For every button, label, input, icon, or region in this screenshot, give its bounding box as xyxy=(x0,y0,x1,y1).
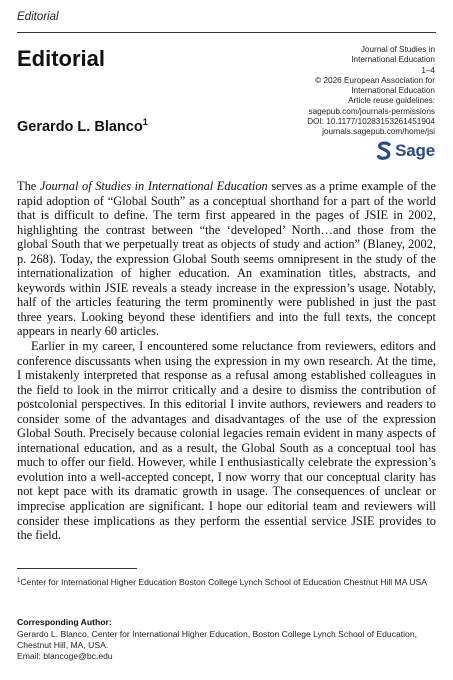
affiliation-footnote xyxy=(17,576,436,588)
author-name: Gerardo L. Blanco xyxy=(17,119,143,135)
journal-name-italic: Journal of Studies in International Education xyxy=(39,179,268,193)
header-rule xyxy=(17,32,436,33)
corresponding-author-block xyxy=(17,617,442,662)
body-paragraph-1-lead: The xyxy=(17,179,40,193)
meta-copyright-1: © 2026 European Association for xyxy=(315,75,435,85)
sage-logo xyxy=(376,140,435,162)
meta-journal-name-1: Journal of Studies in xyxy=(360,45,435,54)
journal-metadata xyxy=(235,45,435,138)
sage-wordmark: Sage xyxy=(395,141,435,160)
corresponding-line-2: Chestnut Hill, MA, USA. xyxy=(17,640,109,650)
affiliation-mark: 1 xyxy=(17,578,21,584)
meta-pages: 1–4 xyxy=(421,65,435,75)
meta-journal-name-2: International Education xyxy=(351,55,435,65)
running-header-section-label: Editorial xyxy=(17,11,59,23)
affiliation-text: Center for International Higher Education Boston College Lynch School of Education Chestnut Hill MA USA xyxy=(20,577,428,587)
body-paragraph-2: Earlier in my career, I encountered some reluctance from reviewers, editors and conference discussants when using the expression in my own research. At the time, I mistakenly interpreted that response as a refusal among established colleagues in the field to look in the mirror critically and a desire to dismiss the contribution of postcolonial perspectives. In this editorial I invite authors, reviewers and readers to consider some of the advantages and disadvantages of the use of the expression Global South. Precisely because colonial legacies remain evident in many aspects of international education, and as a result, the Global South as a conceptual tool has much to offer our field. However, while I enthusiastically celebrate the expression’s evolution into a well-accepted concept, I now worry that our conceptual clarity has not kept pace with its dramatic growth in usage. The consequences of unclear or imprecise application are significant. I hope our editorial team and reviewers will consider these implications as they perform the essential service JSIE provides to the field. xyxy=(17,339,436,543)
author-line xyxy=(17,117,148,135)
meta-journal-url[interactable]: journals.sagepub.com/home/jsi xyxy=(322,127,435,137)
article-body xyxy=(17,179,436,543)
corresponding-line-1: Gerardo L. Blanco, Center for International Higher Education, Boston College Lynch School of Education, xyxy=(17,629,418,639)
corresponding-email[interactable]: Email: blancoge@bc.edu xyxy=(17,651,113,661)
footnote-rule xyxy=(17,568,137,569)
meta-reuse-label: Article reuse guidelines: xyxy=(348,96,435,106)
body-paragraph-1 xyxy=(17,179,436,339)
sage-s-icon xyxy=(376,140,392,162)
meta-permissions-link[interactable]: sagepub.com/journals-permissions xyxy=(308,106,435,116)
meta-doi[interactable]: DOI: 10.1177/10283153261451904 xyxy=(307,117,435,127)
author-affiliation-mark: 1 xyxy=(142,117,148,127)
article-title: Editorial xyxy=(17,46,106,71)
corresponding-heading: Corresponding Author: xyxy=(17,617,112,627)
meta-copyright-2: International Education xyxy=(351,86,435,96)
body-paragraph-1-text: serves as a prime example of the rapid adoption of “Global South” as a conceptual shorthand for a part of the world that is difficult to define. The term first appeared in the pages of JSIE in 2002, highlighting the contrast between “the ‘developed’ North…and those from the global South that we perpetually treat as objects of study and action” (Blaney, 2002, p. 268). Today, the expression Global South seems omnipresent in the study of the internationalization of higher education. An examination titles, abstracts, and keywords within JSIE reveals a steady increase in the expression’s usage. Notably, half of the articles featuring the term prominently were published in just the past three years. Looking beyond these identifiers and into the full texts, the concept appears in nearly 60 articles. xyxy=(17,179,436,339)
